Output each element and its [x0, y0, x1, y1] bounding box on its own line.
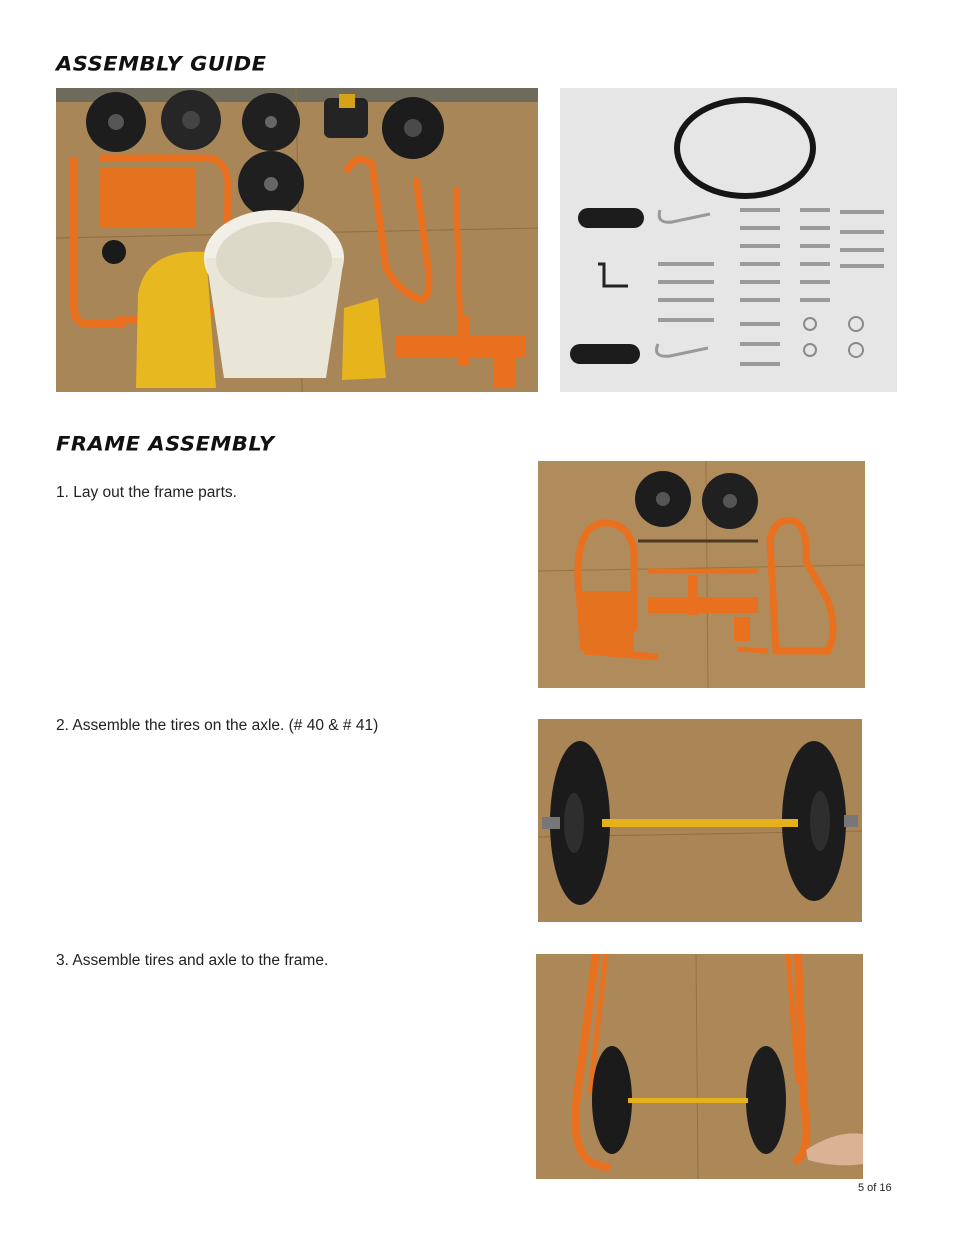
- page-number: 5 of 16: [858, 1182, 892, 1194]
- step-2-text: 2. Assemble the tires on the axle. (# 40 & # 41): [56, 717, 379, 734]
- section-title-assembly-guide: ASSEMBLY GUIDE: [56, 52, 267, 76]
- parts-layout-photo: [56, 88, 538, 392]
- tires-axle-on-frame-photo: [536, 954, 863, 1179]
- tires-on-axle-photo: [538, 719, 862, 922]
- step-1-text: 1. Lay out the frame parts.: [56, 484, 237, 501]
- hardware-photo: [560, 88, 897, 392]
- frame-parts-photo: [538, 461, 865, 688]
- section-title-frame-assembly: FRAME ASSEMBLY: [56, 432, 275, 456]
- step-3-text: 3. Assemble tires and axle to the frame.: [56, 952, 329, 969]
